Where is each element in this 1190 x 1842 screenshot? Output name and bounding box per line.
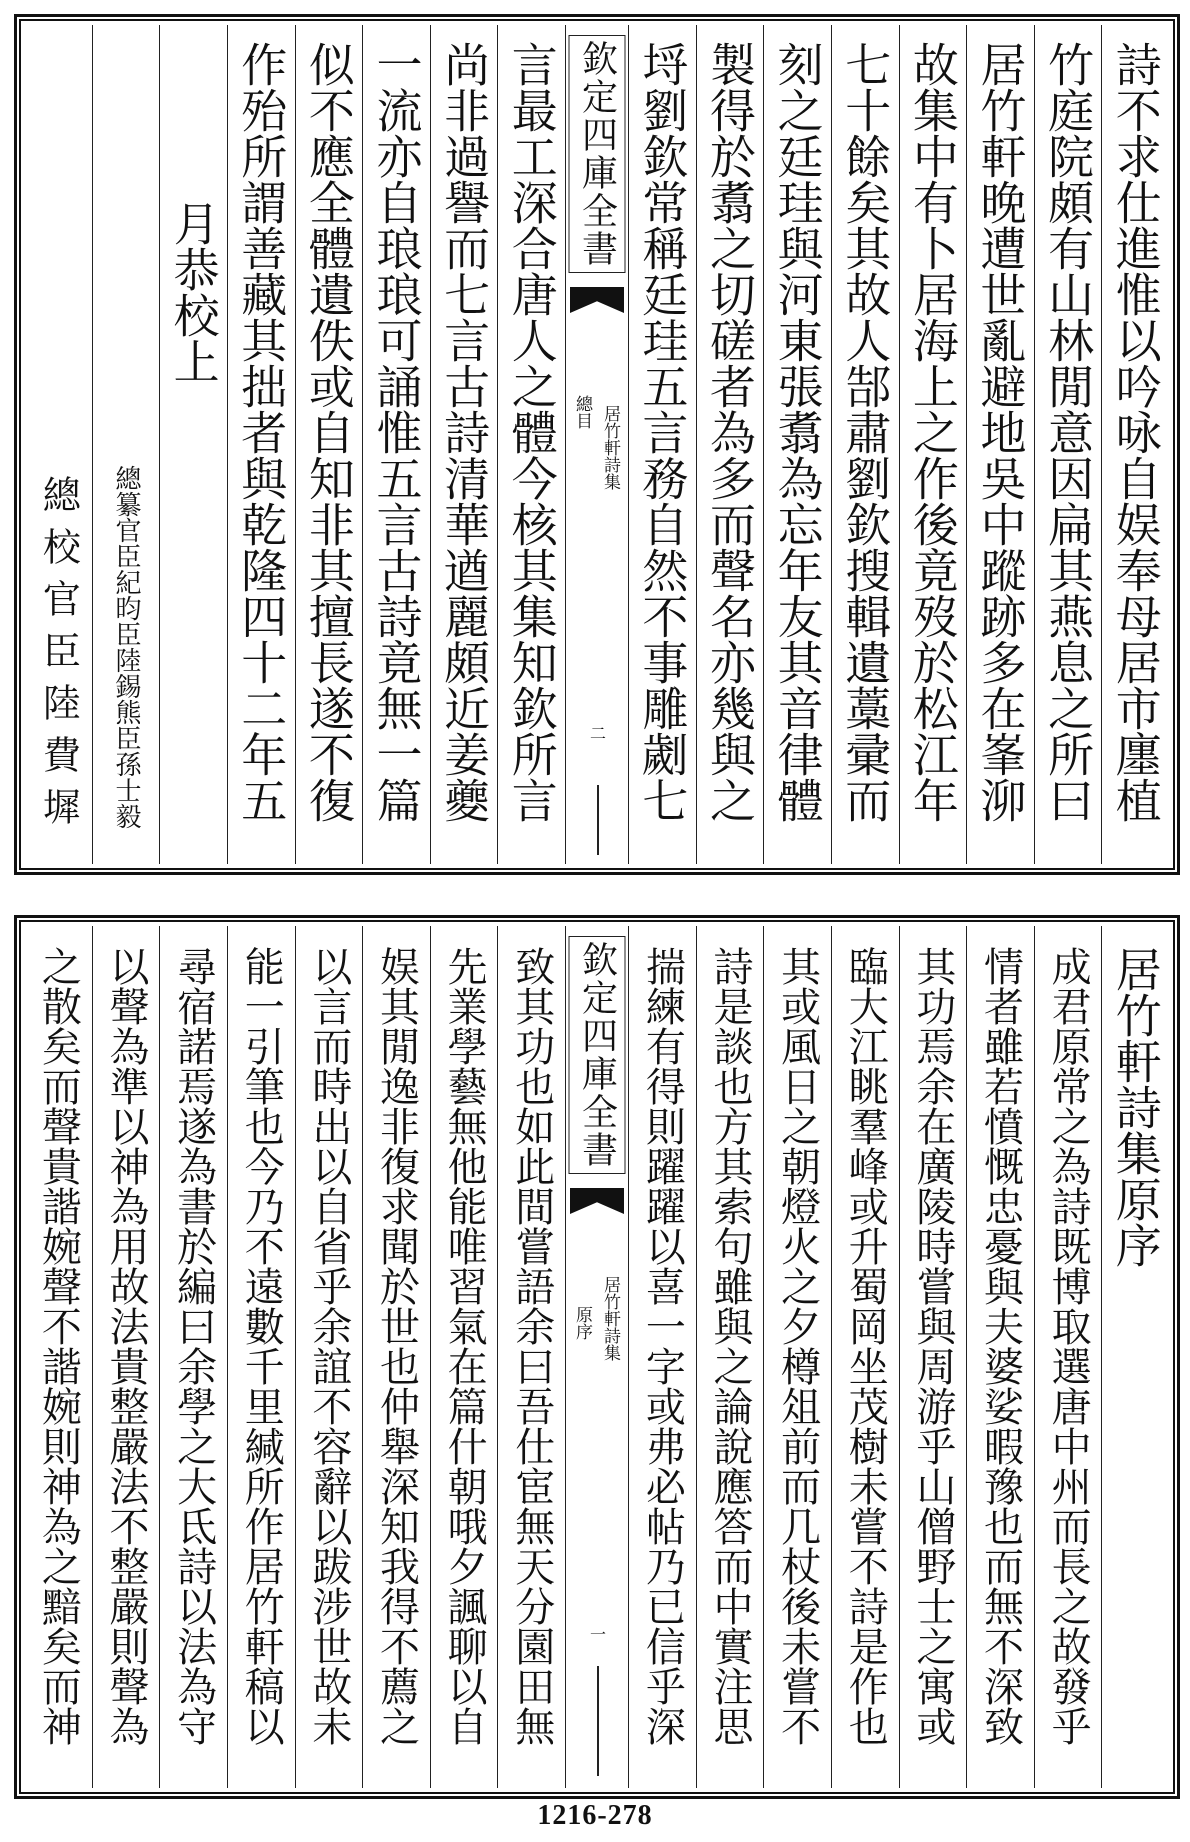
- book-title: 居竹軒詩集: [600, 405, 620, 490]
- collection-title: 欽定四庫全書: [569, 35, 626, 273]
- page-folio: 二: [587, 725, 607, 741]
- page-folio: 一: [587, 1626, 607, 1642]
- text-column: [763, 926, 831, 1788]
- page-number: 1216-278: [537, 1800, 653, 1831]
- column-text: 致其功也如此間嘗語余曰吾仕宦無天分園田無: [508, 946, 555, 1746]
- section-label: 總目: [572, 395, 592, 429]
- text-column: [696, 25, 764, 864]
- column-text: 故集中有卜居海上之作後竟歿於松江年: [905, 41, 960, 823]
- column-text: 作殆所謂善藏其拙者與乾隆四十二年五: [234, 41, 289, 823]
- column-text: 以聲為準以神為用故法貴整嚴法不整嚴則聲為: [102, 946, 149, 1746]
- column-text: 埒劉欽常稱廷珪五言務自然不事雕劌七: [635, 41, 690, 823]
- column-text: 之散矣而聲貴諧婉聲不諧婉則神為之黯矣而神: [35, 946, 82, 1746]
- column-text: 七十餘矣其故人郜肅劉欽搜輯遺藁彚而: [838, 41, 893, 823]
- text-column: [430, 926, 498, 1788]
- text-column: [159, 926, 227, 1788]
- text-column: [362, 25, 430, 864]
- text-column: [1034, 25, 1102, 864]
- text-column: [899, 25, 967, 864]
- column-text: 刻之廷珪與河東張翥為忘年友其音律體: [770, 41, 825, 823]
- column-text: 似不應全體遺佚或自知非其擅長遂不復: [301, 41, 356, 823]
- collection-title: 欽定四庫全書: [569, 936, 626, 1174]
- ribbon-line: [597, 1666, 599, 1776]
- column-text: 竹庭院頗有山林閒意因扁其燕息之所曰: [1041, 41, 1096, 823]
- text-column: [25, 25, 92, 864]
- text-column: [899, 926, 967, 1788]
- text-column: [92, 926, 160, 1788]
- section-label: 原序: [572, 1306, 592, 1340]
- top-page-columns: [25, 25, 1169, 864]
- text-column: [628, 25, 696, 864]
- column-text: 言最工深合唐人之體今核其集知欽所言: [504, 41, 559, 823]
- text-column: [1101, 926, 1169, 1788]
- top-page: [14, 14, 1180, 875]
- text-column: [159, 25, 227, 864]
- text-column: [966, 926, 1034, 1788]
- column-text: 一流亦自琅琅可誦惟五言古詩竟無一篇: [369, 41, 424, 823]
- text-column: [497, 926, 565, 1788]
- column-text: 能一引筆也今乃不遠數千里緘所作居竹軒稿以: [238, 946, 285, 1746]
- column-text: 娱其閒逸非復求聞於世也仲舉深知我得不薦之: [373, 946, 420, 1746]
- text-column: [628, 926, 696, 1788]
- text-column: [1101, 25, 1169, 864]
- text-column: [1034, 926, 1102, 1788]
- text-column: [362, 926, 430, 1788]
- column-text: 以言而時出以自省乎余誼不容辭以跋涉世故未: [305, 946, 352, 1746]
- bottom-page-columns: [25, 926, 1169, 1788]
- column-text: 先業學藝無他能唯習氣在篇什朝哦夕諷聊以自: [441, 946, 488, 1746]
- text-column: [430, 25, 498, 864]
- column-text: 其功焉余在廣陵時嘗與周游乎山僧野士之寓或: [909, 946, 956, 1746]
- text-column: [227, 25, 295, 864]
- text-column: [295, 926, 363, 1788]
- column-text: 月恭校上: [166, 200, 221, 384]
- text-column: [696, 926, 764, 1788]
- text-column: [497, 25, 565, 864]
- column-text: 詩是談也方其索句雖與之論說應答而中實注思: [706, 946, 753, 1746]
- column-text: 成君原常之為詩既博取選唐中州而長之故發乎: [1045, 946, 1092, 1746]
- column-text: 其或風日之朝燈火之夕樽俎前而几杖後未嘗不: [774, 946, 821, 1746]
- column-text: 情者雖若憤慨忠憂與夫婆娑暇豫也而無不深致: [977, 946, 1024, 1746]
- text-column: [831, 926, 899, 1788]
- editor-credit: 總纂官臣紀昀臣陸錫熊臣孫士毅: [110, 465, 141, 829]
- column-text: 尚非過譽而七言古詩清華遒麗頗近姜夔: [437, 41, 492, 823]
- book-title: 居竹軒詩集: [600, 1276, 620, 1361]
- text-column: [763, 25, 831, 864]
- text-column: [92, 25, 160, 864]
- book-ribbon: [565, 926, 628, 1788]
- text-column: [25, 926, 92, 1788]
- text-column: [227, 926, 295, 1788]
- preface-heading: 居竹軒詩集原序: [1108, 946, 1163, 1268]
- column-text: 居竹軒晚遭世亂避地吳中蹤跡多在峯泖: [973, 41, 1028, 823]
- column-text: 尋宿諾焉遂為書於編曰余學之大氐詩以法為守: [170, 946, 217, 1746]
- column-text: 臨大江眺羣峰或升蜀岡坐茂樹未嘗不詩是作也: [842, 946, 889, 1746]
- text-column: [966, 25, 1034, 864]
- column-text: 揣練有得則躍躍以喜一字或弗必帖乃已信乎深: [639, 946, 686, 1746]
- text-column: [295, 25, 363, 864]
- book-ribbon: [565, 25, 628, 864]
- ribbon-line: [597, 785, 599, 855]
- bottom-page: [14, 915, 1180, 1799]
- fish-tail-mark: [570, 287, 624, 313]
- text-column: [831, 25, 899, 864]
- fish-tail-mark: [570, 1188, 624, 1214]
- column-text: 製得於翥之切磋者為多而聲名亦幾與之: [702, 41, 757, 823]
- proofreader-credit: 總校官臣陸費墀: [36, 475, 81, 839]
- column-text: 詩不求仕進惟以吟咏自娱奉母居市廛植: [1108, 41, 1163, 823]
